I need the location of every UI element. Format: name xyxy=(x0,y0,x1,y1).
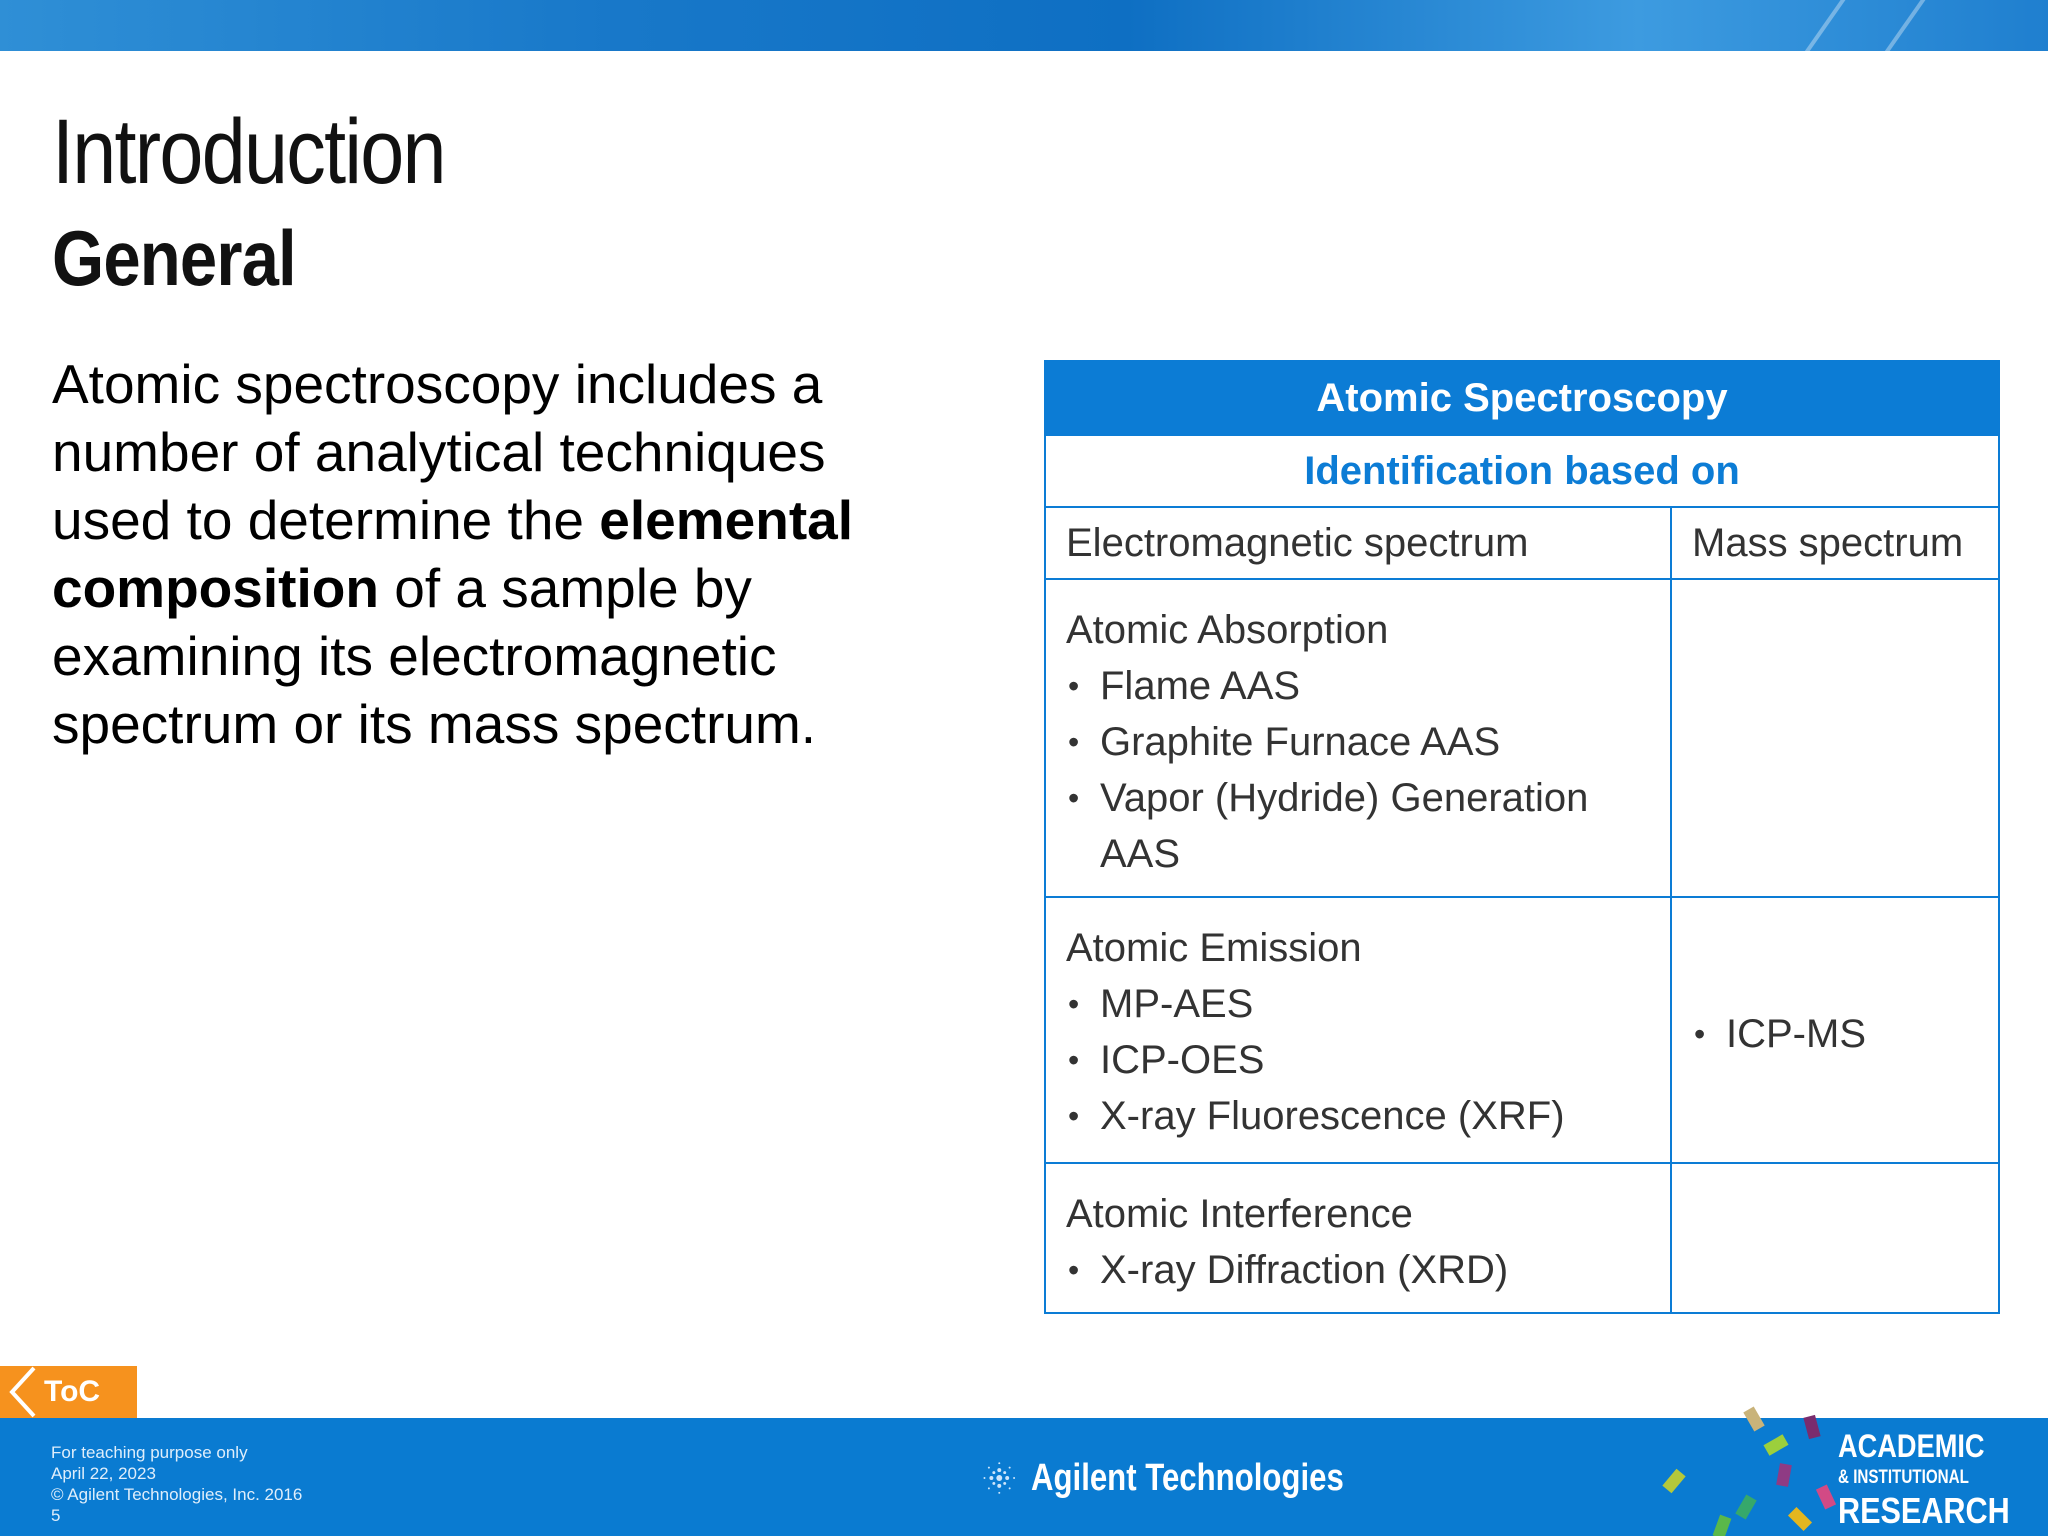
badge-line-2: & INSTITUTIONAL xyxy=(1838,1467,1969,1488)
agilent-wordmark: Agilent Technologies xyxy=(1030,1456,1344,1499)
table-subheader: Identification based on xyxy=(1045,435,1999,507)
badge-line-3: RESEARCH xyxy=(1838,1490,2010,1531)
footer-copyright: © Agilent Technologies, Inc. 2016 xyxy=(51,1485,303,1504)
emission-title: Atomic Emission xyxy=(1066,926,1362,970)
slide-subtitle: General xyxy=(52,214,296,302)
intro-bold-2: composition xyxy=(52,557,379,619)
absorption-mass-cell xyxy=(1671,579,1999,897)
footer-note: For teaching purpose only xyxy=(51,1443,248,1462)
list-item: • ICP-OES xyxy=(1066,1032,1650,1088)
emission-mass-cell xyxy=(1671,897,1999,1163)
footer-info xyxy=(51,1442,302,1526)
mass-list xyxy=(1692,1006,1978,1062)
academic-research-badge xyxy=(1838,1430,2040,1529)
absorption-list xyxy=(1066,658,1650,882)
intro-paragraph xyxy=(52,350,952,758)
page-number: 5 xyxy=(51,1506,61,1525)
banner-streak xyxy=(1780,0,1864,51)
list-item: • MP-AES xyxy=(1066,976,1650,1032)
interference-list xyxy=(1066,1242,1650,1298)
list-item: • ICP-MS xyxy=(1692,1006,1978,1062)
absorption-cell xyxy=(1045,579,1671,897)
agilent-spark-icon xyxy=(982,1438,1017,1518)
column-header-electromagnetic: Electromagnetic spectrum xyxy=(1045,507,1671,579)
intro-text-2: of a sample by examining its electromagnetic spectrum or its mass spectrum. xyxy=(52,557,817,755)
slide-title: Introduction xyxy=(52,101,445,203)
list-item: • Vapor (Hydride) Generation AAS xyxy=(1066,770,1650,882)
interference-mass-cell xyxy=(1671,1163,1999,1313)
list-item: • Graphite Furnace AAS xyxy=(1066,714,1650,770)
footer-date: April 22, 2023 xyxy=(51,1464,156,1483)
list-item: • X-ray Fluorescence (XRF) xyxy=(1066,1088,1650,1144)
column-header-mass: Mass spectrum xyxy=(1671,507,1999,579)
banner-streak xyxy=(1860,0,1944,51)
absorption-title: Atomic Absorption xyxy=(1066,608,1389,652)
atomic-spectroscopy-table xyxy=(1044,360,2000,1314)
intro-bold-1: elemental xyxy=(599,489,854,551)
emission-list xyxy=(1066,976,1650,1144)
agilent-logo xyxy=(982,1433,1412,1523)
list-item: • Flame AAS xyxy=(1066,658,1650,714)
intro-text-1: Atomic spectroscopy includes a number of analytical techniques used to determine the xyxy=(52,353,826,551)
top-banner xyxy=(0,0,2048,51)
toc-button[interactable]: ToC xyxy=(0,1366,137,1418)
interference-cell xyxy=(1045,1163,1671,1313)
badge-line-1: ACADEMIC xyxy=(1838,1428,1985,1464)
interference-title: Atomic Interference xyxy=(1066,1192,1413,1236)
table-header: Atomic Spectroscopy xyxy=(1045,361,1999,435)
emission-cell xyxy=(1045,897,1671,1163)
chevron-left-icon[interactable] xyxy=(6,1364,46,1420)
list-item: • X-ray Diffraction (XRD) xyxy=(1066,1242,1650,1298)
